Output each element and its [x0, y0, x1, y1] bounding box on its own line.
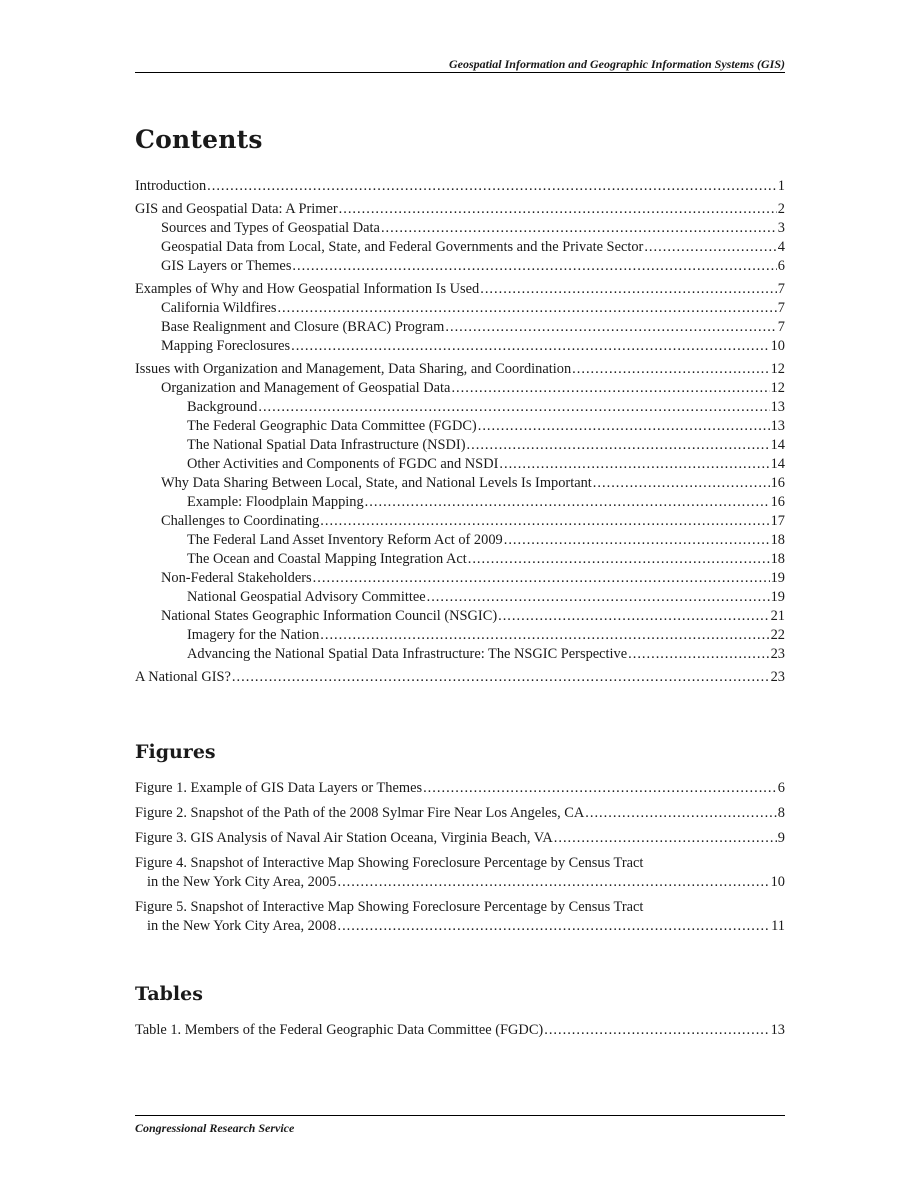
figure-entry-label-line2: in the New York City Area, 2005	[147, 874, 337, 890]
leader-dots	[313, 569, 770, 588]
toc-entry-label: The Federal Geographic Data Committee (FGDC)	[187, 418, 477, 434]
toc-entry[interactable]	[161, 257, 785, 276]
figure-entry-page: 11	[771, 918, 785, 934]
toc-entry-label: Imagery for the Nation	[187, 627, 320, 643]
toc-entry[interactable]	[161, 299, 785, 318]
toc-entry[interactable]	[187, 493, 785, 512]
toc-entry-label: Why Data Sharing Between Local, State, and National Levels Is Important	[161, 475, 592, 491]
toc-entry[interactable]	[187, 588, 785, 607]
leader-dots	[339, 200, 777, 219]
running-footer: Congressional Research Service	[135, 1121, 295, 1135]
leader-dots	[277, 299, 776, 318]
figures-list	[135, 779, 785, 936]
leader-dots	[427, 588, 770, 607]
toc-entry-label: Advancing the National Spatial Data Infrastructure: The NSGIC Perspective	[187, 646, 628, 662]
toc-entry[interactable]	[187, 436, 785, 455]
table-entry-page: 13	[770, 1022, 785, 1038]
toc-entry-page: 10	[770, 338, 785, 354]
toc-entry-label: Mapping Foreclosures	[161, 338, 291, 354]
toc-entry[interactable]	[187, 550, 785, 569]
leader-dots	[207, 177, 777, 196]
header-rule	[135, 72, 785, 73]
toc-entry[interactable]	[187, 531, 785, 550]
toc-entry-label: Sources and Types of Geospatial Data	[161, 220, 380, 236]
toc-entry[interactable]	[135, 200, 785, 219]
table-entry[interactable]	[135, 1021, 785, 1040]
toc-entry-label: National Geospatial Advisory Committee	[187, 589, 426, 605]
leader-dots	[499, 455, 769, 474]
contents-list	[135, 177, 785, 687]
toc-entry-page: 18	[770, 551, 785, 567]
toc-entry-label: Challenges to Coordinating	[161, 513, 320, 529]
figure-entry-label: Figure 2. Snapshot of the Path of the 2008 Sylmar Fire Near Los Angeles, CA	[135, 805, 585, 821]
toc-entry-page: 2	[777, 201, 785, 217]
leader-dots	[291, 337, 770, 356]
toc-entry[interactable]	[161, 512, 785, 531]
figure-entry[interactable]	[135, 804, 785, 823]
toc-entry-label: The National Spatial Data Infrastructure (NSDI)	[187, 437, 466, 453]
toc-entry-label: The Ocean and Coastal Mapping Integration Act	[187, 551, 467, 567]
toc-entry-page: 3	[777, 220, 785, 236]
toc-entry-label: National States Geographic Information Council (NSGIC)	[161, 608, 498, 624]
figure-entry-page: 9	[777, 830, 785, 846]
toc-entry-label: California Wildfires	[161, 300, 277, 316]
toc-entry-label: A National GIS?	[135, 669, 231, 685]
leader-dots	[423, 779, 777, 798]
toc-entry[interactable]	[161, 474, 785, 493]
toc-entry-page: 16	[770, 475, 785, 491]
toc-entry[interactable]	[135, 280, 785, 299]
toc-entry-label: GIS and Geospatial Data: A Primer	[135, 201, 338, 217]
toc-entry-page: 14	[770, 437, 785, 453]
tables-heading: Tables	[135, 983, 203, 1005]
toc-entry-label: Background	[187, 399, 258, 415]
toc-entry-page: 19	[770, 570, 785, 586]
leader-dots	[498, 607, 770, 626]
leader-dots	[258, 398, 769, 417]
leader-dots	[381, 219, 777, 238]
toc-entry-page: 7	[777, 281, 785, 297]
leader-dots	[554, 829, 777, 848]
leader-dots	[478, 417, 770, 436]
figure-entry-page: 6	[777, 780, 785, 796]
leader-dots	[320, 626, 769, 645]
toc-entry-page: 7	[777, 300, 785, 316]
toc-entry[interactable]	[135, 360, 785, 379]
toc-entry-page: 16	[770, 494, 785, 510]
toc-entry-label: Non-Federal Stakeholders	[161, 570, 312, 586]
toc-entry-page: 7	[777, 319, 785, 335]
leader-dots	[593, 474, 770, 493]
toc-entry-label: Examples of Why and How Geospatial Information Is Used	[135, 281, 480, 297]
leader-dots	[292, 257, 776, 276]
leader-dots	[628, 645, 769, 664]
toc-entry[interactable]	[161, 219, 785, 238]
toc-entry[interactable]	[187, 398, 785, 417]
leader-dots	[337, 917, 770, 936]
toc-entry-label: GIS Layers or Themes	[161, 258, 292, 274]
toc-entry-page: 18	[770, 532, 785, 548]
leader-dots	[585, 804, 777, 823]
toc-entry-label: Issues with Organization and Management, Data Sharing, and Coordination	[135, 361, 572, 377]
leader-dots	[445, 318, 776, 337]
toc-entry[interactable]	[161, 607, 785, 626]
figure-entry-label: Figure 3. GIS Analysis of Naval Air Station Oceana, Virginia Beach, VA	[135, 830, 553, 846]
leader-dots	[504, 531, 770, 550]
toc-entry[interactable]	[135, 177, 785, 196]
toc-entry[interactable]	[161, 337, 785, 356]
toc-entry[interactable]	[187, 645, 785, 664]
toc-entry[interactable]	[187, 455, 785, 474]
leader-dots	[365, 493, 770, 512]
toc-entry-page: 13	[770, 399, 785, 415]
toc-entry-label: Organization and Management of Geospatial Data	[161, 380, 451, 396]
toc-entry[interactable]	[161, 238, 785, 257]
toc-entry-page: 13	[770, 418, 785, 434]
toc-entry-page: 23	[770, 669, 785, 685]
toc-entry-page: 6	[777, 258, 785, 274]
toc-entry-label: Example: Floodplain Mapping	[187, 494, 364, 510]
leader-dots	[572, 360, 769, 379]
toc-entry-page: 17	[770, 513, 785, 529]
running-header: Geospatial Information and Geographic Information Systems (GIS)	[448, 57, 785, 71]
toc-entry-page: 14	[770, 456, 785, 472]
figure-entry-label-line1: Figure 4. Snapshot of Interactive Map Showing Foreclosure Percentage by Census Tract	[135, 855, 644, 871]
toc-entry-page: 19	[770, 589, 785, 605]
toc-entry-page: 4	[777, 239, 785, 255]
toc-entry-page: 23	[770, 646, 785, 662]
figure-entry[interactable]	[135, 898, 785, 936]
leader-dots	[467, 436, 770, 455]
figure-entry-label: Figure 1. Example of GIS Data Layers or Themes	[135, 780, 423, 796]
contents-heading: Contents	[135, 125, 263, 154]
toc-entry-label: Base Realignment and Closure (BRAC) Program	[161, 319, 445, 335]
figure-entry-label-line1: Figure 5. Snapshot of Interactive Map Showing Foreclosure Percentage by Census Tract	[135, 899, 644, 915]
toc-entry-label: Geospatial Data from Local, State, and Federal Governments and the Private Sector	[161, 239, 644, 255]
figures-heading: Figures	[135, 741, 216, 763]
leader-dots	[337, 873, 769, 892]
toc-entry[interactable]	[161, 318, 785, 337]
figure-entry-page: 10	[770, 874, 785, 890]
toc-entry[interactable]	[135, 668, 785, 687]
toc-entry[interactable]	[187, 626, 785, 645]
leader-dots	[480, 280, 777, 299]
toc-entry-page: 1	[777, 178, 785, 194]
toc-entry[interactable]	[161, 569, 785, 588]
leader-dots	[644, 238, 776, 257]
leader-dots	[451, 379, 769, 398]
toc-entry[interactable]	[161, 379, 785, 398]
toc-entry-page: 12	[770, 361, 785, 377]
figure-entry-page: 8	[777, 805, 785, 821]
leader-dots	[232, 668, 770, 687]
toc-entry-page: 21	[770, 608, 785, 624]
table-entry-label: Table 1. Members of the Federal Geographic Data Committee (FGDC)	[135, 1022, 544, 1038]
toc-entry-label: Other Activities and Components of FGDC and NSDI	[187, 456, 499, 472]
figure-entry[interactable]	[135, 779, 785, 798]
footer-rule	[135, 1115, 785, 1116]
leader-dots	[544, 1021, 769, 1040]
figure-entry[interactable]	[135, 854, 785, 892]
toc-entry-page: 12	[770, 380, 785, 396]
toc-entry[interactable]	[187, 417, 785, 436]
tables-list	[135, 1021, 785, 1040]
figure-entry-label-line2: in the New York City Area, 2008	[147, 918, 337, 934]
toc-entry-label: Introduction	[135, 178, 207, 194]
toc-entry-label: The Federal Land Asset Inventory Reform Act of 2009	[187, 532, 503, 548]
figure-entry[interactable]	[135, 829, 785, 848]
leader-dots	[468, 550, 770, 569]
toc-entry-page: 22	[770, 627, 785, 643]
leader-dots	[320, 512, 769, 531]
